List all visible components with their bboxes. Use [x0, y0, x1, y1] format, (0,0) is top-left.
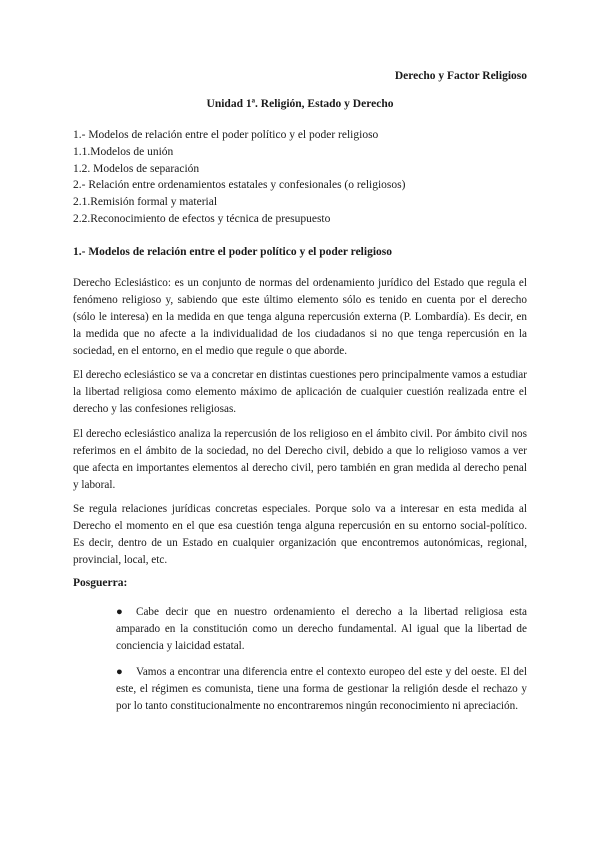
- paragraph: El derecho eclesiástico se va a concretar en distintas cuestiones pero principalmente vamos a estudiar la libertad religiosa como elemento máximo de aplicación de cualquier cuestión realizada entre el derecho y las confesiones religiosas.: [73, 369, 527, 415]
- toc-item: 1.- Modelos de relación entre el poder político y el poder religioso: [73, 129, 379, 141]
- bullet-text: Vamos a encontrar una diferencia entre el contexto europeo del este y del oeste. El del este, el régimen es comunista, tiene una forma de gestionar la religión desde el rechazo y por lo tanto constitucionalmente no encontraremos ningún reconocimiento ni apreciación.: [116, 666, 527, 712]
- bullet-icon: ●: [116, 606, 123, 618]
- toc-item: 1.2. Modelos de separación: [73, 162, 200, 175]
- paragraph: Se regula relaciones jurídicas concretas especiales. Porque solo va a interesar en esta medida al Derecho el momento en el que esa cuestión tenga alguna repercusión en su entorno social-político. Es decir, dentro de un Estado en cualquier organización que encontremos autonómicas, regional, provincial, local, etc.: [73, 503, 527, 566]
- bullet-item: [116, 664, 527, 715]
- toc-item: 2.1.Remisión formal y material: [73, 196, 218, 209]
- section-heading: 1.- Modelos de relación entre el poder político y el poder religioso: [73, 246, 392, 258]
- document-header-title: Derecho y Factor Religioso: [394, 70, 527, 82]
- table-of-contents: [73, 127, 533, 228]
- unit-title: Unidad 1ª. Religión, Estado y Derecho: [206, 98, 394, 110]
- subheading-posguerra: Posguerra:: [73, 577, 128, 589]
- toc-item: 2.- Relación entre ordenamientos estatales y confesionales (o religiosos): [73, 179, 406, 192]
- paragraph: El derecho eclesiástico analiza la repercusión de los religioso en el ámbito civil. Por ámbito civil nos referimos en el ámbito de la sociedad, no del Derecho civil, debido a que lo religioso vamos a ver que afecta en importantes elementos al derecho civil, pero también en gran medida al derecho penal y laboral.: [73, 428, 527, 491]
- bullet-text: Cabe decir que en nuestro ordenamiento el derecho a la libertad religiosa esta amparado en la constitución como un derecho fundamental. Al igual que la libertad de conciencia y laicidad estatal.: [116, 606, 527, 652]
- toc-item: 2.2.Reconocimiento de efectos y técnica de presupuesto: [73, 212, 331, 225]
- bullet-icon: ●: [116, 666, 123, 678]
- bullet-item: [116, 604, 527, 655]
- paragraph: Derecho Eclesiástico: es un conjunto de normas del ordenamiento jurídico del Estado que regula el fenómeno religioso y, sabiendo que este último elemento sólo es tenido en cuenta por el derecho (sólo le interesa) en la medida en que tenga alguna repercusión externa (P. Lombardía). Es decir, en la medida que no afecte a la individualidad de los ciudadanos si no que tenga repercusión en la sociedad, en el entorno, en el medio que regule o que aborde.: [73, 277, 527, 357]
- toc-item: 1.1.Modelos de unión: [73, 145, 174, 158]
